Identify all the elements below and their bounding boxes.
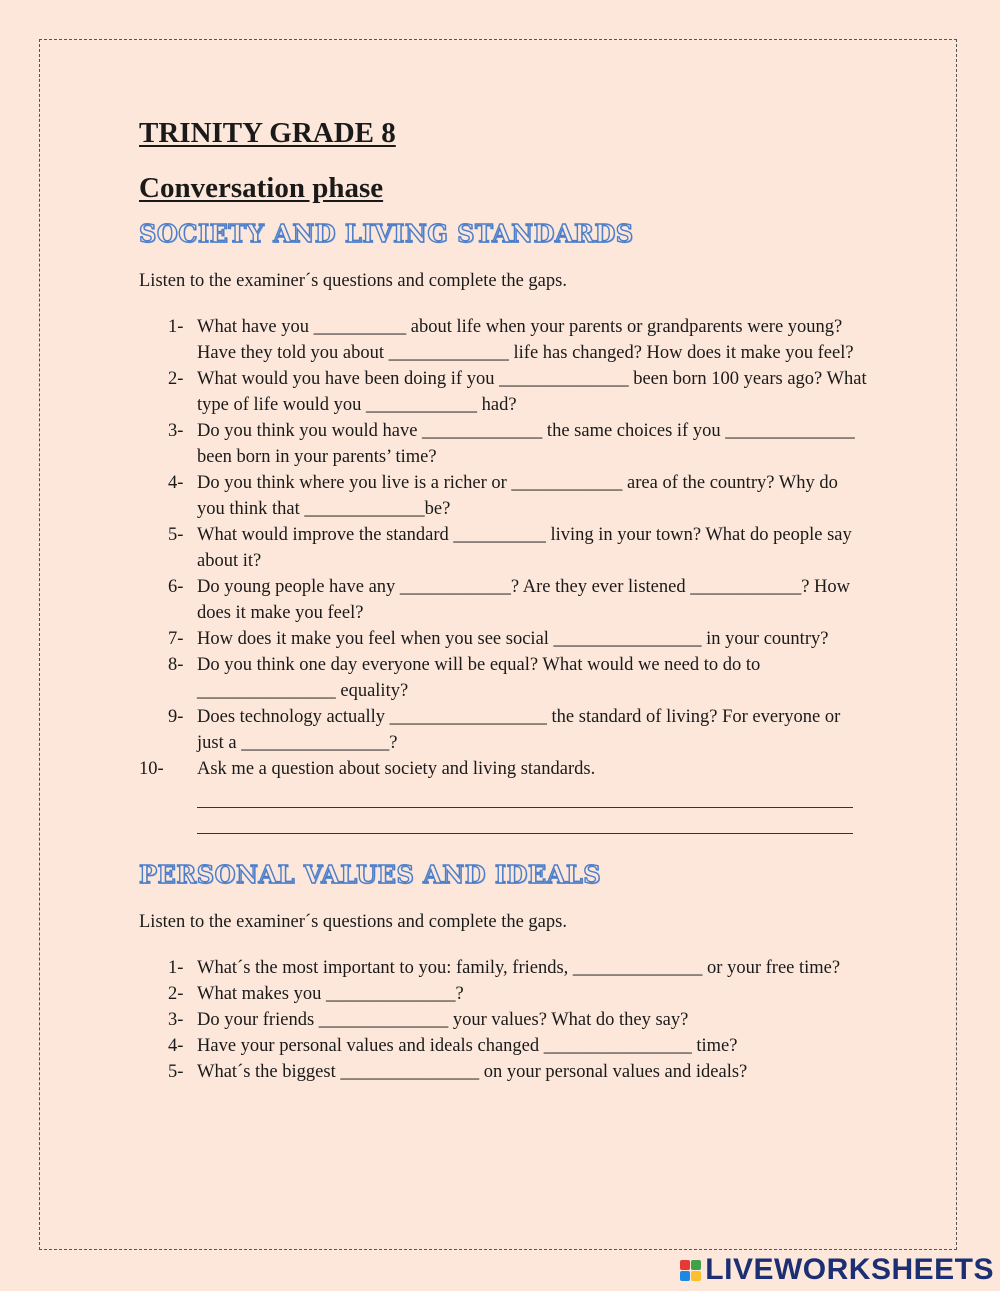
question-item: 2- What makes you ______________? [168,984,464,1004]
question-item: 3- Do you think you would have _____________ the same choices if you ______________ been born in your parents’ time? [168,421,855,467]
question-item: 1- What have you __________ about life when your parents or grandparents were young? Have they told you about _____________ life has changed? How does it make you feel? [168,317,854,363]
liveworksheets-icon [679,1259,701,1281]
question-item: 3- Do your friends ______________ your values? What do they say? [168,1010,689,1030]
question-item: 6- Do young people have any ____________? Are they ever listened ____________? How does it make you feel? [168,577,851,623]
question-item: 4- Have your personal values and ideals changed ________________ time? [168,1036,738,1056]
answer-line[interactable] [197,782,853,808]
section-instruction: Listen to the examiner´s questions and complete the gaps. [139,271,567,291]
worksheet-subtitle: Conversation phase [139,172,384,204]
section-heading-values: PERSONAL VALUES AND IDEALS [139,860,602,889]
question-list-values [139,955,869,1085]
question-item: 9- Does technology actually _________________ the standard of living? For everyone or just a ________________? [168,707,841,753]
logo-tile [680,1260,690,1270]
liveworksheets-wordmark: LIVEWORKSHEETS [705,1253,994,1286]
question-item: 1- What´s the most important to you: family, friends, ______________ or your free time? [168,958,841,978]
logo-tile [691,1271,701,1281]
logo-tile [680,1271,690,1281]
liveworksheets-logo[interactable] [679,1255,994,1285]
question-list-society [139,314,869,782]
question-item: 2- What would you have been doing if you ______________ been born 100 years ago? What type of life would you ____________ had? [168,369,867,415]
question-item: 10- Ask me a question about society and living standards. [139,759,596,779]
section-heading-society: SOCIETY AND LIVING STANDARDS [139,219,634,248]
answer-line[interactable] [197,808,853,834]
logo-tile [691,1260,701,1270]
question-item: 5- What´s the biggest _______________ on your personal values and ideals? [168,1062,748,1082]
section-instruction: Listen to the examiner´s questions and complete the gaps. [139,912,567,932]
question-item: 7- How does it make you feel when you see social ________________ in your country? [168,629,829,649]
question-item: 5- What would improve the standard __________ living in your town? What do people say about it? [168,525,852,571]
worksheet [139,112,869,1085]
worksheet-title: TRINITY GRADE 8 [139,117,396,149]
question-item: 4- Do you think where you live is a richer or ____________ area of the country? Why do you think that _____________be? [168,473,838,519]
question-item: 8- Do you think one day everyone will be equal? What would we need to do to _______________ equality? [168,655,761,701]
